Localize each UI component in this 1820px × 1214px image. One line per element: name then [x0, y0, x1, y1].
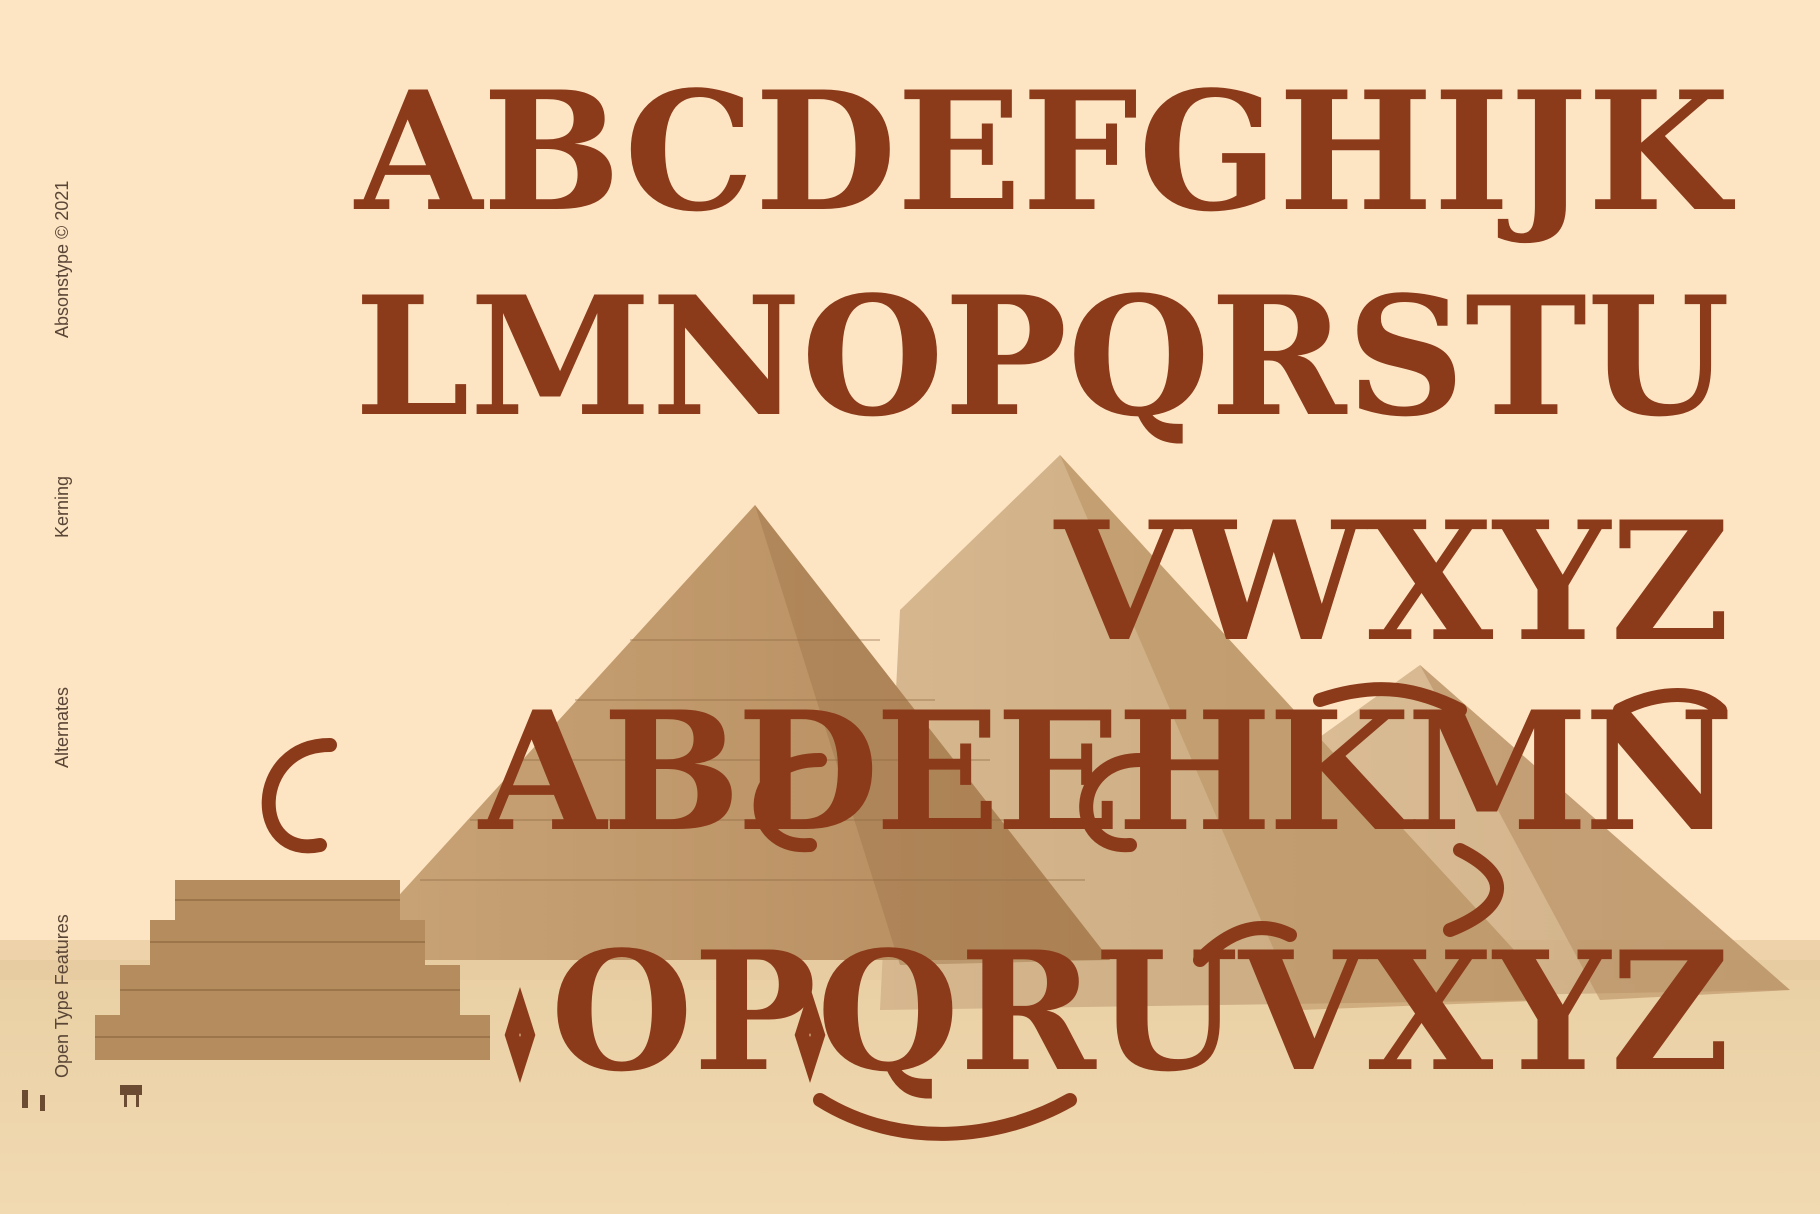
- kerning-label: Kerning: [52, 475, 72, 538]
- alternates-label: Alternates: [52, 686, 72, 768]
- specimen-row-uppercase-1: ABCDEFGHIJK: [355, 55, 1730, 248]
- copyright-label: Absonstype © 2021: [52, 180, 72, 338]
- specimen-row-alternates-1: ABDEEHKMN: [478, 675, 1730, 868]
- specimen-row-uppercase-2: LMNOPQRSTU: [354, 260, 1730, 453]
- specimen-row-uppercase-3: VWXYZ: [1054, 485, 1730, 678]
- specimen-row-alternates-2: OPQRUVXYZ: [550, 915, 1730, 1108]
- opentype-features-label: Open Type Features: [52, 914, 72, 1078]
